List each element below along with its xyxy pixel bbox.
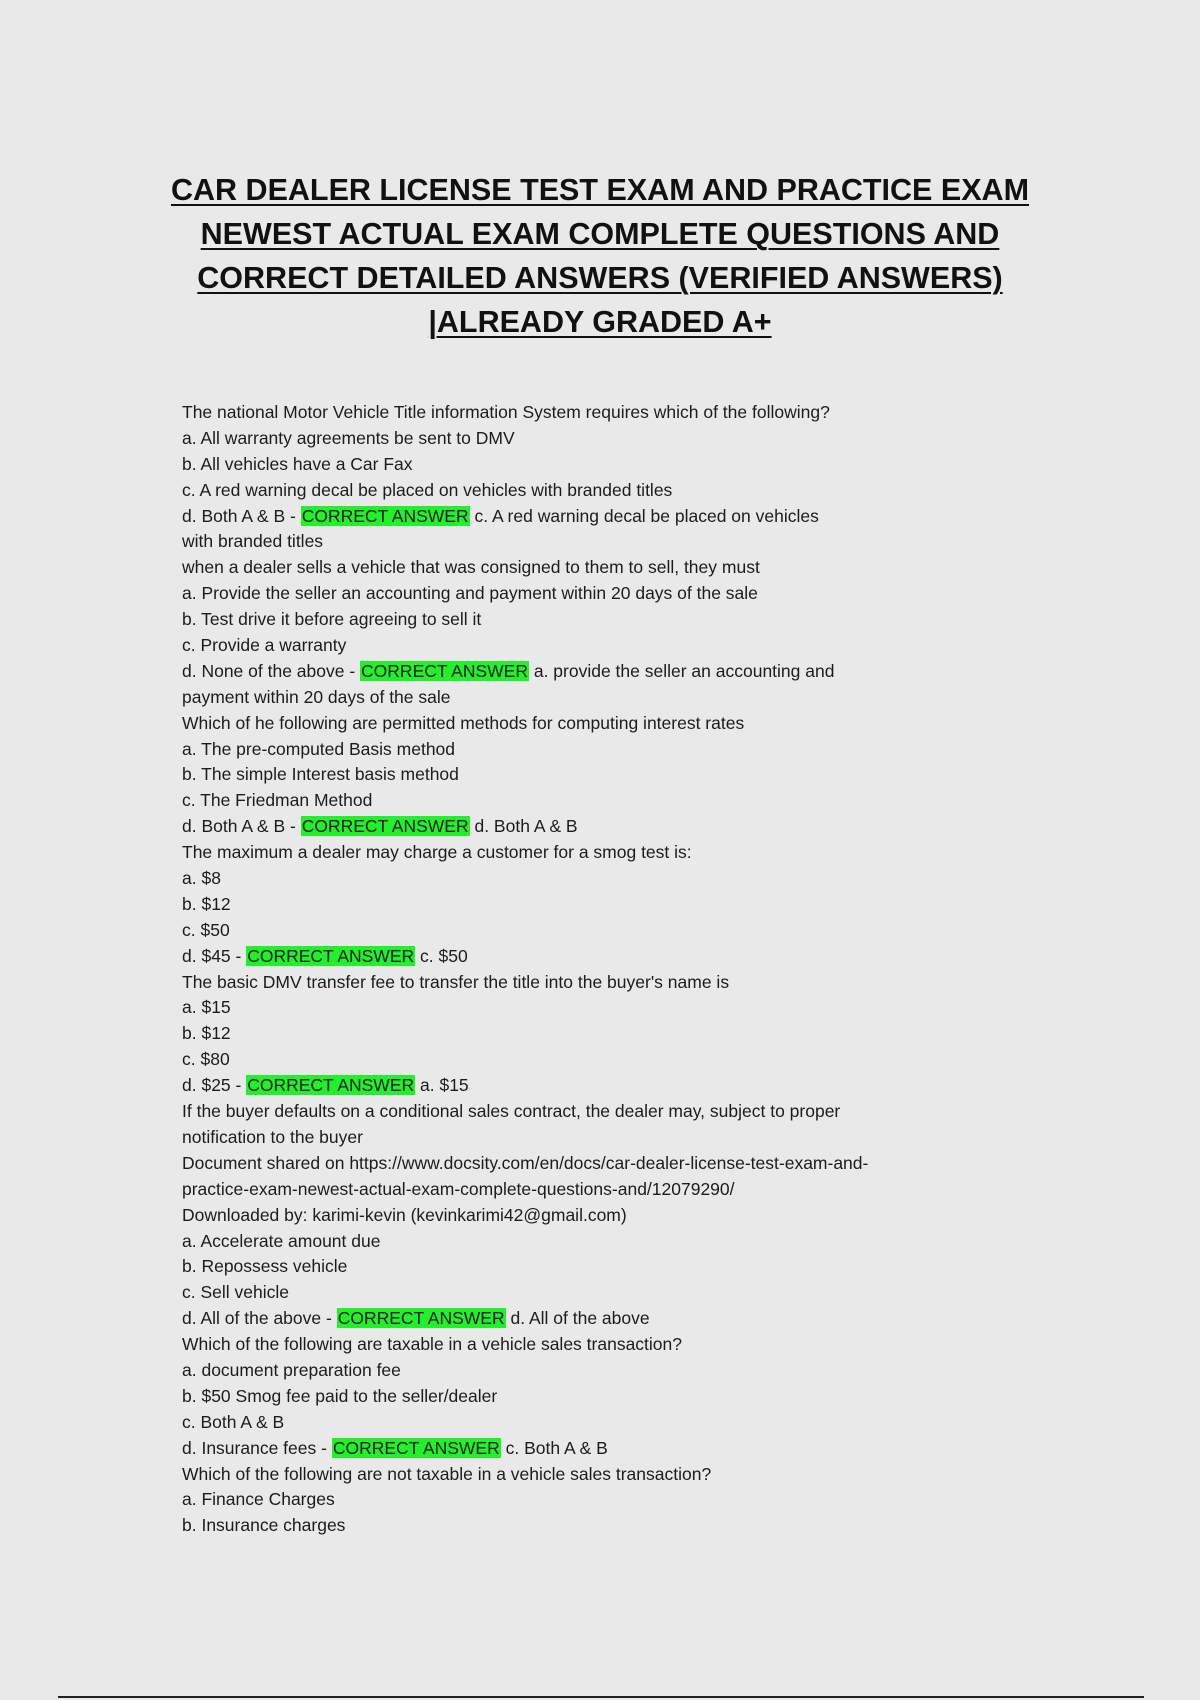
text-line (182, 1384, 1022, 1410)
line-text: Which of the following are not taxable in a vehicle sales transaction? (182, 1463, 712, 1484)
answer-text: c. Both A & B (500, 1437, 608, 1458)
line-text: a. Provide the seller an accounting and payment within 20 days of the sale (182, 583, 758, 604)
text-line (182, 607, 1022, 633)
text-line (182, 1099, 1022, 1125)
text-line (182, 1177, 1022, 1203)
text-line (182, 1513, 1022, 1539)
text-line (182, 1280, 1022, 1306)
text-line (182, 1151, 1022, 1177)
line-text: If the buyer defaults on a conditional sales contract, the dealer may, subject to proper (182, 1101, 841, 1122)
line-text: b. Repossess vehicle (182, 1256, 348, 1277)
line-text: d. All of the above - (182, 1308, 337, 1329)
line-text: The basic DMV transfer fee to transfer the title into the buyer's name is (182, 971, 730, 992)
line-text: c. Provide a warranty (182, 635, 347, 656)
line-text: b. Insurance charges (182, 1515, 346, 1536)
correct-answer-highlight: CORRECT ANSWER (247, 945, 415, 966)
text-line (182, 633, 1022, 659)
document-title (150, 172, 1050, 348)
text-line (182, 995, 1022, 1021)
text-line (182, 1203, 1022, 1229)
title-line: NEWEST ACTUAL EXAM COMPLETE QUESTIONS AND (200, 217, 1000, 251)
text-line (182, 970, 1022, 996)
document-body (182, 400, 1022, 1539)
line-text: c. $50 (182, 919, 230, 940)
correct-answer-highlight: CORRECT ANSWER (301, 816, 469, 837)
text-line (182, 737, 1022, 763)
line-text: a. Finance Charges (182, 1489, 335, 1510)
text-line (182, 1462, 1022, 1488)
answer-text: a. $15 (415, 1075, 469, 1096)
text-line (182, 426, 1022, 452)
title-line: CORRECT DETAILED ANSWERS (VERIFIED ANSWERS) (197, 261, 1003, 295)
line-text: a. Accelerate amount due (182, 1230, 381, 1251)
text-line (182, 1021, 1022, 1047)
answer-text: c. $50 (415, 945, 468, 966)
line-text: a. document preparation fee (182, 1359, 401, 1380)
correct-answer-highlight: CORRECT ANSWER (337, 1308, 505, 1329)
text-line (182, 1410, 1022, 1436)
text-line (182, 1047, 1022, 1073)
answer-text: d. Both A & B (469, 816, 578, 837)
text-line (182, 1487, 1022, 1513)
text-line (182, 892, 1022, 918)
text-line (182, 529, 1022, 555)
answer-text: c. A red warning decal be placed on vehicles (469, 505, 819, 526)
correct-answer-highlight: CORRECT ANSWER (332, 1437, 500, 1458)
text-line (182, 944, 1022, 970)
text-line (182, 1358, 1022, 1384)
line-text: b. $12 (182, 1023, 231, 1044)
line-text: d. Both A & B - (182, 505, 301, 526)
text-line (182, 400, 1022, 426)
text-line (182, 918, 1022, 944)
line-text: c. $80 (182, 1049, 230, 1070)
line-text: The maximum a dealer may charge a customer for a smog test is: (182, 842, 692, 863)
line-text: c. Sell vehicle (182, 1282, 289, 1303)
text-line (182, 659, 1022, 685)
text-line (182, 814, 1022, 840)
correct-answer-highlight: CORRECT ANSWER (361, 660, 528, 681)
line-text: a. $8 (182, 868, 221, 889)
title-line: CAR DEALER LICENSE TEST EXAM AND PRACTICE EXAM (170, 173, 1029, 207)
line-text: with branded titles (182, 531, 324, 552)
text-line (182, 1073, 1022, 1099)
line-text: when a dealer sells a vehicle that was consigned to them to sell, they must (182, 557, 760, 578)
line-text: d. Both A & B - (182, 816, 301, 837)
line-text: a. $15 (182, 997, 231, 1018)
footer-divider (58, 1696, 1144, 1698)
text-line (182, 840, 1022, 866)
text-line (182, 788, 1022, 814)
line-text: b. The simple Interest basis method (182, 764, 459, 785)
line-text: b. Test drive it before agreeing to sell it (182, 609, 482, 630)
line-text: Which of he following are permitted methods for computing interest rates (182, 712, 745, 733)
line-text: a. All warranty agreements be sent to DMV (182, 427, 515, 448)
text-line (182, 685, 1022, 711)
text-line (182, 1436, 1022, 1462)
text-line (182, 1125, 1022, 1151)
line-text: Which of the following are taxable in a vehicle sales transaction? (182, 1334, 682, 1355)
line-text: Downloaded by: karimi-kevin (kevinkarimi42@gmail.com) (182, 1204, 627, 1225)
line-text: b. $50 Smog fee paid to the seller/dealer (182, 1385, 498, 1406)
text-line (182, 504, 1022, 530)
line-text: Document shared on https://www.docsity.com/en/docs/car-dealer-license-test-exam-and- (182, 1152, 869, 1173)
line-text: d. Insurance fees - (182, 1437, 332, 1458)
line-text: The national Motor Vehicle Title information System requires which of the following? (182, 402, 830, 422)
line-text: c. A red warning decal be placed on vehicles with branded titles (182, 479, 673, 500)
correct-answer-highlight: CORRECT ANSWER (247, 1075, 415, 1096)
text-line (182, 581, 1022, 607)
line-text: a. The pre-computed Basis method (182, 738, 456, 759)
line-text: d. $25 - (182, 1075, 247, 1096)
text-line (182, 1332, 1022, 1358)
line-text: d. None of the above - (182, 660, 361, 681)
text-line (182, 478, 1022, 504)
line-text: b. $12 (182, 893, 231, 914)
text-line (182, 452, 1022, 478)
answer-text: d. All of the above (505, 1308, 650, 1329)
answer-text: a. provide the seller an accounting and (528, 660, 835, 681)
line-text: notification to the buyer (182, 1126, 363, 1147)
title-line: |ALREADY GRADED A+ (428, 305, 772, 339)
line-text: d. $45 - (182, 945, 247, 966)
text-line (182, 1229, 1022, 1255)
text-line (182, 555, 1022, 581)
text-line (182, 1306, 1022, 1332)
text-line (182, 1254, 1022, 1280)
line-text: c. The Friedman Method (182, 790, 373, 811)
correct-answer-highlight: CORRECT ANSWER (301, 505, 469, 526)
line-text: c. Both A & B (182, 1411, 285, 1432)
line-text: practice-exam-newest-actual-exam-complete-questions-and/12079290/ (182, 1178, 735, 1199)
text-line (182, 762, 1022, 788)
line-text: b. All vehicles have a Car Fax (182, 453, 413, 474)
text-line (182, 711, 1022, 737)
line-text: payment within 20 days of the sale (182, 686, 451, 707)
text-line (182, 866, 1022, 892)
